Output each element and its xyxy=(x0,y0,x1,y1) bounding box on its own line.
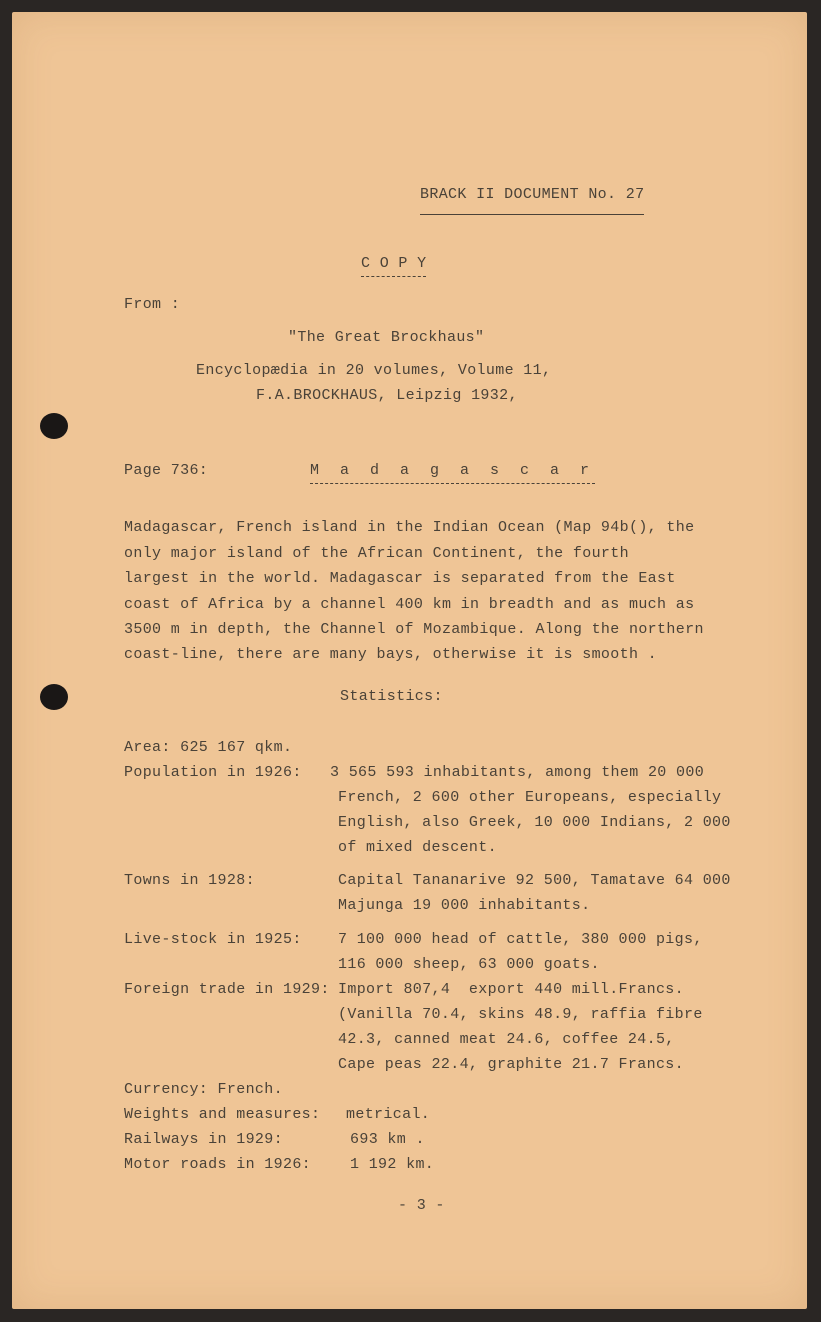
stat-towns-label: Towns in 1928: xyxy=(124,872,255,889)
stat-trade-line: 42.3, canned meat 24.6, coffee 24.5, xyxy=(338,1031,675,1048)
stat-railways-value: 693 km . xyxy=(350,1131,425,1148)
paragraph-line: only major island of the African Continent, the fourth xyxy=(124,545,629,562)
stat-population-label: Population in 1926: xyxy=(124,764,302,781)
paragraph-line: coast of Africa by a channel 400 km in breadth and as much as xyxy=(124,596,695,613)
stat-population-line: French, 2 600 other Europeans, especially xyxy=(338,789,722,806)
stat-towns-line: Majunga 19 000 inhabitants. xyxy=(338,897,591,914)
stat-area: Area: 625 167 qkm. xyxy=(124,739,293,756)
page-label: Page 736: xyxy=(124,462,209,479)
article-title: M a d a g a s c a r xyxy=(310,463,595,484)
statistics-heading: Statistics: xyxy=(340,688,443,705)
stat-population-line: 3 565 593 inhabitants, among them 20 000 xyxy=(330,764,705,781)
stat-roads-label: Motor roads in 1926: xyxy=(124,1156,312,1173)
punch-hole-top xyxy=(40,413,68,439)
stat-livestock-line: 7 100 000 head of cattle, 380 000 pigs, xyxy=(338,931,703,948)
stat-weights-value: metrical. xyxy=(346,1106,431,1123)
stat-railways-label: Railways in 1929: xyxy=(124,1131,283,1148)
copy-label: C O P Y xyxy=(361,256,426,277)
stat-weights-label: Weights and measures: xyxy=(124,1106,321,1123)
stat-currency: Currency: French. xyxy=(124,1081,283,1098)
punch-hole-bottom xyxy=(40,684,68,710)
from-label: From : xyxy=(124,296,181,313)
stat-population-line: of mixed descent. xyxy=(338,839,497,856)
source-line-3: F.A.BROCKHAUS, Leipzig 1932, xyxy=(256,387,518,404)
source-line-2: Encyclopædia in 20 volumes, Volume 11, xyxy=(196,362,552,379)
source-title: "The Great Brockhaus" xyxy=(288,329,485,346)
document-reference: BRACK II DOCUMENT No. 27 xyxy=(420,187,644,215)
stat-livestock-label: Live-stock in 1925: xyxy=(124,931,302,948)
stat-roads-value: 1 192 km. xyxy=(350,1156,435,1173)
paragraph-line: coast-line, there are many bays, otherwise it is smooth . xyxy=(124,646,658,663)
stat-trade-line: Cape peas 22.4, graphite 21.7 Francs. xyxy=(338,1056,685,1073)
stat-trade-label: Foreign trade in 1929: xyxy=(124,981,330,998)
stat-livestock-line: 116 000 sheep, 63 000 goats. xyxy=(338,956,600,973)
stat-trade-line: Import 807,4 export 440 mill.Francs. xyxy=(338,981,685,998)
page-number: - 3 - xyxy=(398,1197,445,1214)
paragraph-line: largest in the world. Madagascar is separated from the East xyxy=(124,570,676,587)
stat-population-line: English, also Greek, 10 000 Indians, 2 000 xyxy=(338,814,731,831)
paragraph-line: Madagascar, French island in the Indian Ocean (Map 94b(), the xyxy=(124,519,695,536)
stat-towns-line: Capital Tananarive 92 500, Tamatave 64 000 xyxy=(338,872,731,889)
stat-trade-line: (Vanilla 70.4, skins 48.9, raffia fibre xyxy=(338,1006,703,1023)
paragraph-line: 3500 m in depth, the Channel of Mozambique. Along the northern xyxy=(124,621,704,638)
